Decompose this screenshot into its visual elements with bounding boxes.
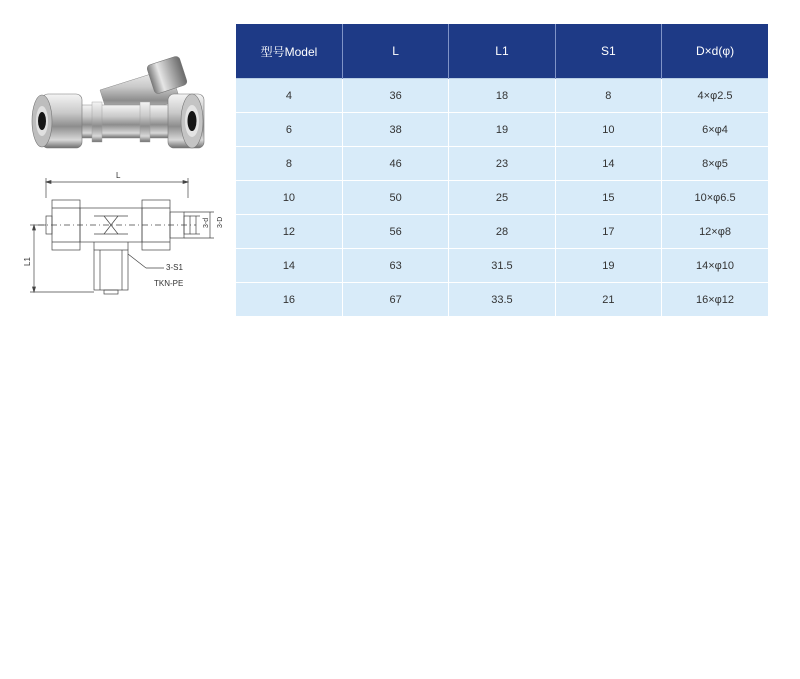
cell-l1: 31.5 (449, 249, 555, 283)
cell-l: 36 (342, 79, 448, 113)
cell-model: 10 (236, 181, 342, 215)
header-l1: L1 (449, 24, 555, 79)
table-row (236, 215, 768, 249)
cell-model: 6 (236, 113, 342, 147)
cell-s1: 15 (555, 181, 661, 215)
cell-dxd: 14×φ10 (662, 249, 768, 283)
technical-drawing (24, 168, 224, 298)
cell-dxd: 4×φ2.5 (662, 79, 768, 113)
cell-dxd: 6×φ4 (662, 113, 768, 147)
cell-dxd: 12×φ8 (662, 215, 768, 249)
dim-label-d: 3-d (203, 217, 210, 228)
spec-table (236, 24, 768, 316)
cell-model: 4 (236, 79, 342, 113)
table-row (236, 181, 768, 215)
cell-model: 14 (236, 249, 342, 283)
cell-s1: 21 (555, 283, 661, 317)
cell-s1: 10 (555, 113, 661, 147)
cell-l: 56 (342, 215, 448, 249)
cell-dxd: 10×φ6.5 (662, 181, 768, 215)
header-model: 型号Model (236, 24, 342, 79)
header-l: L (342, 24, 448, 79)
cell-l1: 18 (449, 79, 555, 113)
dim-label-L: L (116, 171, 121, 180)
cell-dxd: 8×φ5 (662, 147, 768, 181)
product-photo (30, 50, 210, 160)
cell-model: 8 (236, 147, 342, 181)
header-s1: S1 (555, 24, 661, 79)
header-dxd: D×d(φ) (662, 24, 768, 79)
cell-l: 46 (342, 147, 448, 181)
cell-s1: 19 (555, 249, 661, 283)
cell-model: 12 (236, 215, 342, 249)
cell-model: 16 (236, 283, 342, 317)
dim-label-L1: L1 (23, 257, 32, 266)
model-label: TKN-PE (154, 279, 184, 288)
cell-s1: 17 (555, 215, 661, 249)
dim-label-s1: 3-S1 (166, 263, 183, 272)
cell-s1: 8 (555, 79, 661, 113)
cell-l1: 33.5 (449, 283, 555, 317)
cell-s1: 14 (555, 147, 661, 181)
cell-l1: 23 (449, 147, 555, 181)
cell-dxd: 16×φ12 (662, 283, 768, 317)
cell-l1: 19 (449, 113, 555, 147)
cell-l1: 25 (449, 181, 555, 215)
cell-l1: 28 (449, 215, 555, 249)
cell-l: 63 (342, 249, 448, 283)
dim-label-D: 3-D (217, 216, 224, 228)
table-row (236, 283, 768, 317)
table-row (236, 113, 768, 147)
table-row (236, 249, 768, 283)
cell-l: 67 (342, 283, 448, 317)
table-row (236, 147, 768, 181)
cell-l: 38 (342, 113, 448, 147)
cell-l: 50 (342, 181, 448, 215)
table-header-row (236, 24, 768, 79)
table-row (236, 79, 768, 113)
